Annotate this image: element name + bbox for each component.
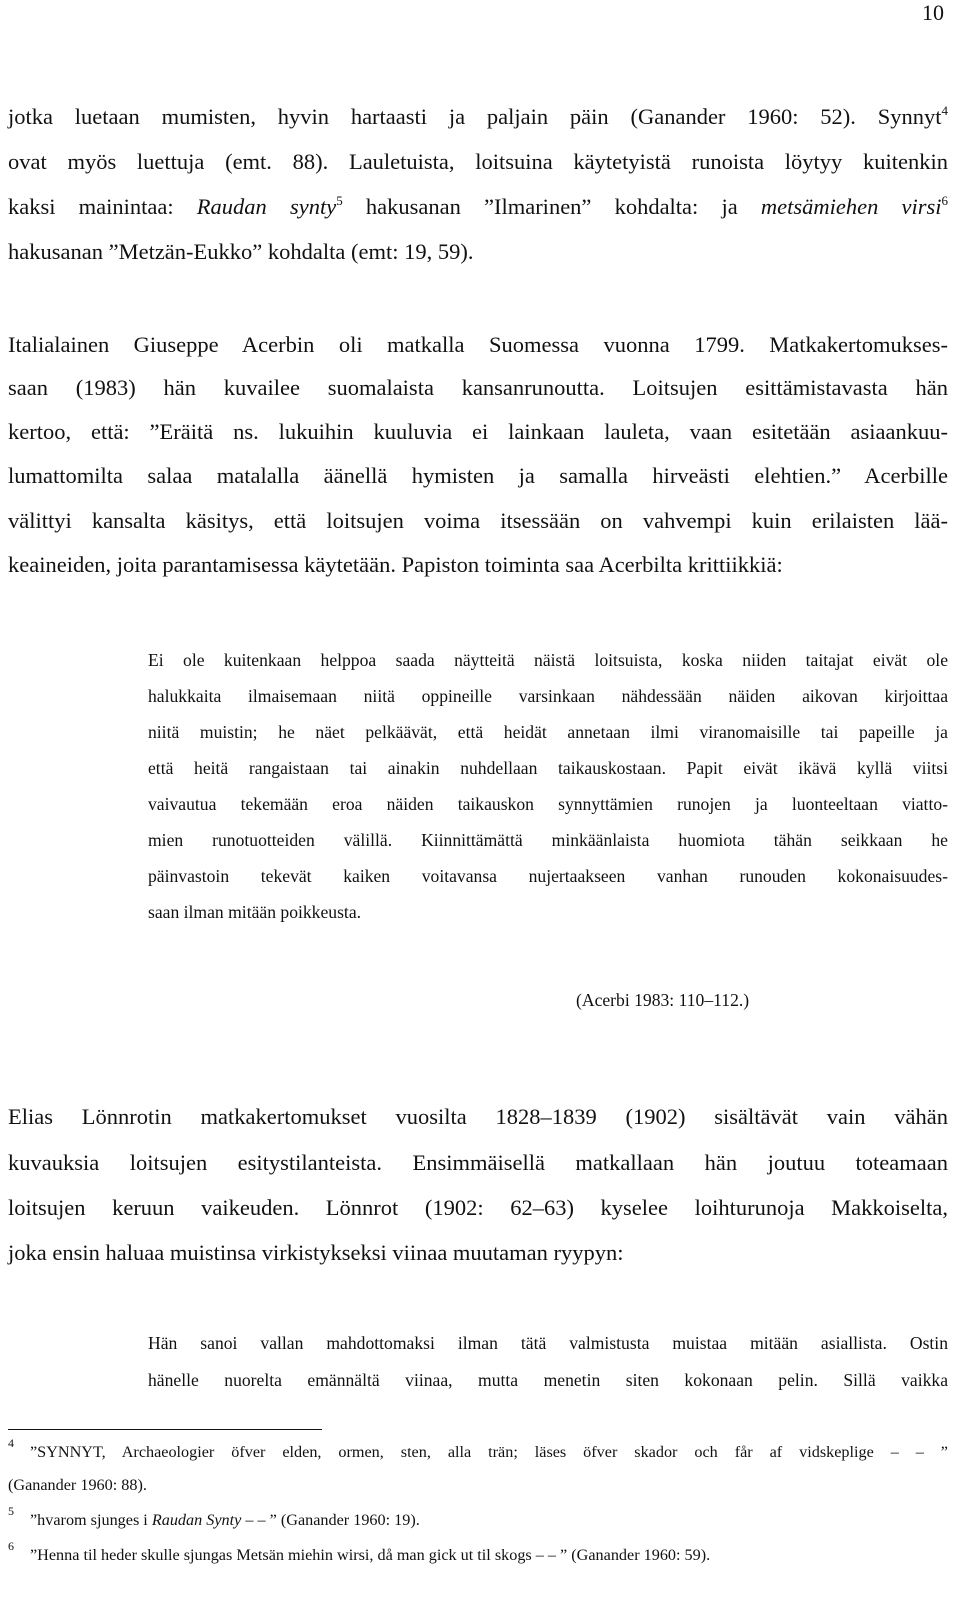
footnote-ref: 6 [941, 193, 949, 208]
footnote-5: ”hvarom sjunges i Raudan Synty – – ” (Ganander 1960: 19). [30, 1511, 420, 1529]
text-line: Elias Lönnrotin matkakertomukset vuosilta 1828–1839 (1902) sisältävät vain vähän [8, 1104, 948, 1129]
footnote-number: 6 [8, 1539, 14, 1553]
quote-line: halukkaita ilmaisemaan niitä oppineille varsinkaan nähdessään näiden aikovan kirjoittaa [148, 686, 948, 706]
quote-line: Hän sanoi vallan mahdottomaksi ilman tätä valmistusta muistaa mitään asiallista. Ostin [148, 1333, 948, 1353]
footnote-number: 4 [8, 1436, 14, 1450]
quote-line: saan ilman mitään poikkeusta. [148, 902, 362, 922]
text-line: Italialainen Giuseppe Acerbin oli matkalla Suomessa vuonna 1799. Matkakertomukses- [8, 332, 948, 357]
footnote-number: 5 [8, 1504, 14, 1518]
text-line: hakusanan ”Metzän-Eukko” kohdalta (emt: 19, 59). [8, 239, 474, 264]
quote-line: Ei ole kuitenkaan helppoa saada näytteitä näistä loitsuista, koska niiden taitajat eivät ole [148, 650, 948, 670]
footnote-4: ”SYNNYT, Archaeologier öfver elden, ormen, sten, alla trän; läses öfver skador och får af vidskeplige – – ” [30, 1443, 948, 1461]
text-line: joka ensin haluaa muistinsa virkistykseksi viinaa muutaman ryypyn: [8, 1240, 624, 1265]
quote-citation: (Acerbi 1983: 110–112.) [576, 990, 750, 1010]
quote-line: hänelle nuorelta emännältä viinaa, mutta menetin siten kokonaan pelin. Sillä vaikka [148, 1370, 948, 1390]
quote-line: päinvastoin tekevät kaiken voitavansa nujertaakseen vanhan runouden kokonaisuudes- [148, 866, 948, 886]
footnote-6: ”Henna til heder skulle sjungas Metsän miehin wirsi, då man gick ut til skogs – – ” (Ganander 1960: 59). [30, 1546, 711, 1564]
text-line: keaineiden, joita parantamisessa käytetään. Papiston toiminta saa Acerbilta krittiikkiä: [8, 552, 783, 577]
text-line: lumattomilta salaa matalalla äänellä hymisten ja samalla hirveästi elehtien.” Acerbille [8, 463, 948, 488]
footnote-4-cont: (Ganander 1960: 88). [8, 1476, 147, 1494]
footnote-separator [8, 1429, 322, 1430]
text-line: saan (1983) hän kuvailee suomalaista kansanrunoutta. Loitsujen esittämistavasta hän [8, 375, 948, 400]
page-number: 10 [922, 0, 944, 25]
text-line: kaksi mainintaa: Raudan synty$^5$ hakusanan ”Ilmarinen” kohdalta: ja metsämiehen virsi$^6$ [8, 193, 949, 219]
quote-line: vaivautua tekemään eroa näiden taikauskon synnyttämien runojen ja luonteeltaan viatto- [148, 794, 948, 814]
text-line: välittyi kansalta käsitys, että loitsujen voima itsessään on vahvempi kuin erilaisten lää- [8, 508, 948, 533]
text-line: kertoo, että: ”Eräitä ns. lukuihin kuuluvia ei lainkaan lauleta, vaan esitetään asiaankuu- [8, 419, 948, 444]
footnote-ref: 4 [941, 103, 948, 118]
quote-line: niitä muistin; he näet pelkäävät, että heidät annetaan ilmi viranomaisille tai papeille ja [148, 722, 948, 742]
text-line: kuvauksia loitsujen esitystilanteista. Ensimmäisellä matkallaan hän joutuu toteamaan [8, 1150, 948, 1175]
quote-line: että heitä rangaistaan tai ainakin nuhdellaan taikauskostaan. Papit eivät ikävä kyllä viitsi [148, 758, 948, 778]
text-line: ovat myös luettuja (emt. 88). Lauletuista, loitsuina käytetyistä runoista löytyy kuitenkin [8, 149, 948, 174]
footnote-ref: 5 [336, 193, 343, 208]
text-line: loitsujen keruun vaikeuden. Lönnrot (1902: 62–63) kyselee loihturunoja Makkoiselta, [8, 1195, 948, 1220]
quote-line: mien runotuotteiden välillä. Kiinnittämättä minkäänlaista huomiota tähän seikkaan he [148, 830, 948, 850]
text-line: jotka luetaan mumisten, hyvin hartaasti ja paljain päin (Ganander 1960: 52). Synnyt$^4$ [8, 103, 948, 129]
